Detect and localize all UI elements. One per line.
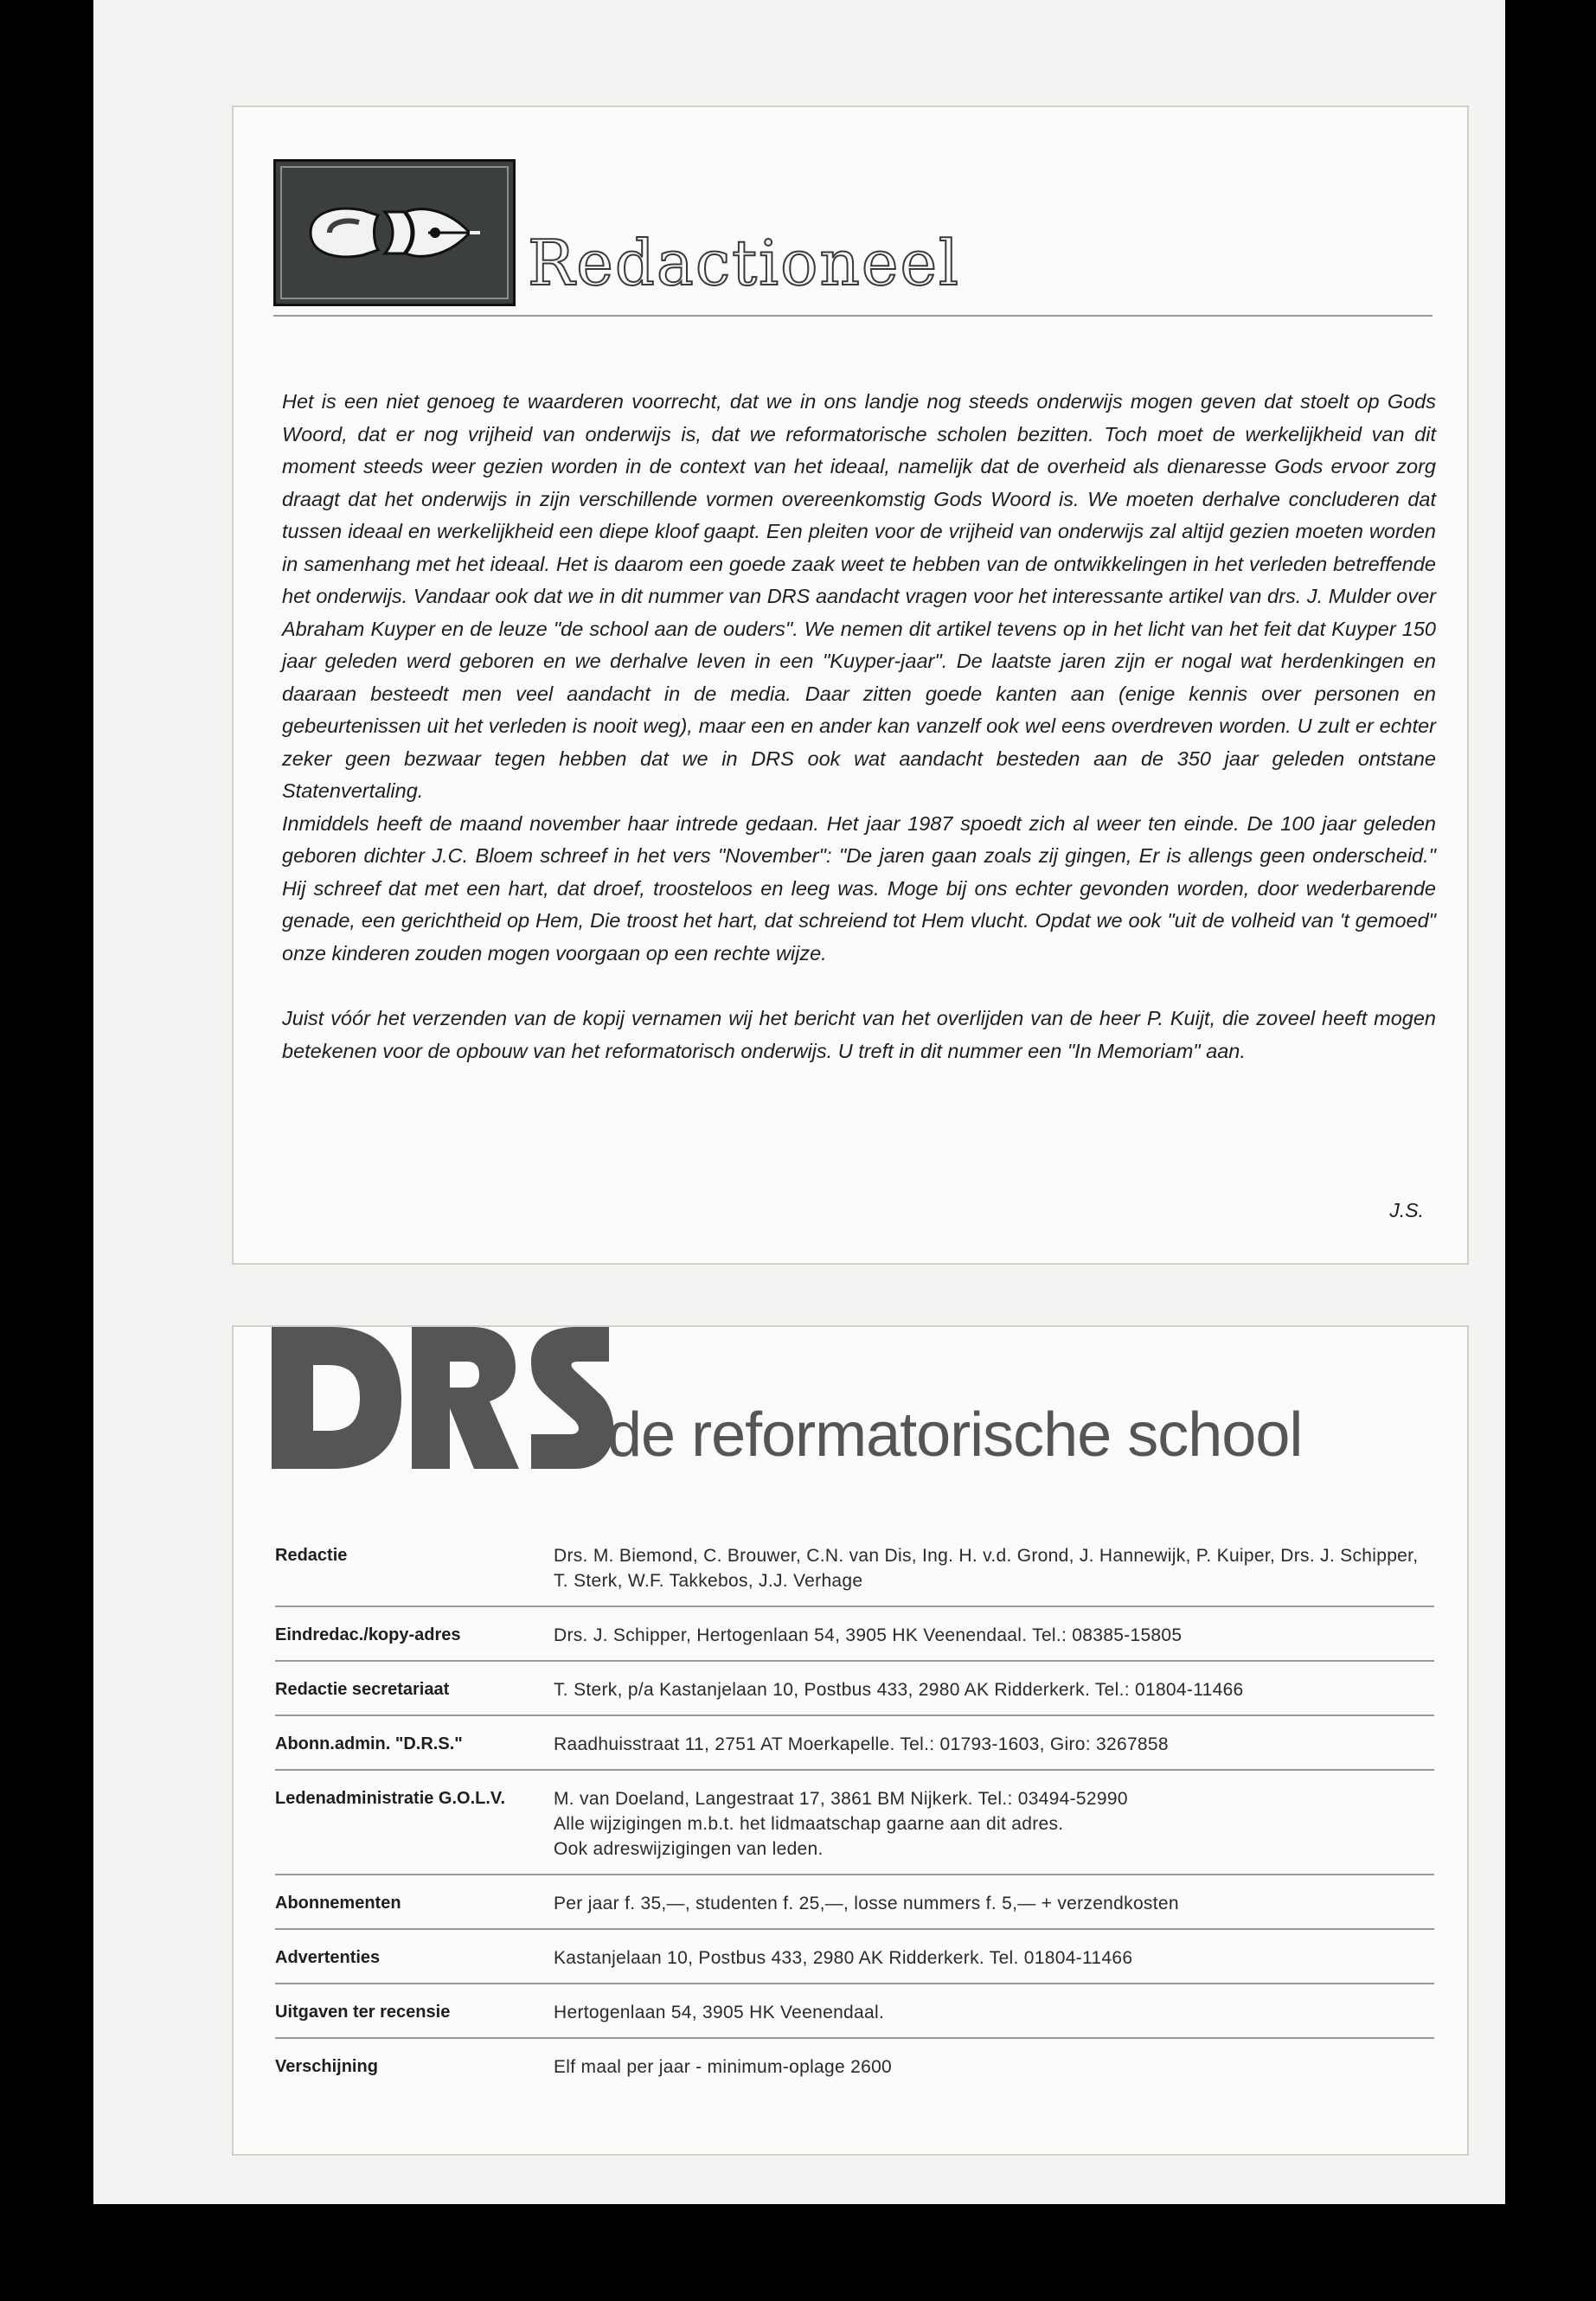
masthead-row	[275, 1606, 1434, 1661]
author-signature: J.S.	[1389, 1199, 1424, 1221]
pen-nib-logo-icon	[273, 159, 516, 306]
header-divider	[273, 315, 1433, 317]
masthead-row-value	[554, 1984, 1434, 2038]
editorial-text	[282, 386, 1436, 1067]
masthead-value-line: Per jaar f. 35,—, studenten f. 25,—, losse nummers f. 5,— + verzendkosten	[554, 1894, 1179, 1913]
masthead-row-value	[554, 1929, 1434, 1984]
masthead-value-line: Hertogenlaan 54, 3905 HK Veenendaal.	[554, 2003, 885, 2022]
masthead-row	[275, 1875, 1434, 1929]
masthead-table	[275, 1528, 1434, 2092]
masthead-row-value	[554, 1875, 1434, 1929]
masthead-row-label: Advertenties	[275, 1948, 381, 1967]
masthead-row-label: Verschijning	[275, 2057, 378, 2076]
masthead-value-line: M. van Doeland, Langestraat 17, 3861 BM Nijkerk. Tel.: 03494-52990	[554, 1789, 1128, 1809]
masthead-row-value	[554, 1770, 1434, 1875]
masthead-row-value	[554, 1715, 1434, 1770]
masthead-row-label: Abonn.admin. "D.R.S."	[275, 1734, 463, 1753]
masthead-row	[275, 1929, 1434, 1984]
drs-logo	[272, 1327, 618, 1474]
masthead-row-label: Redactie	[275, 1546, 348, 1565]
masthead-row	[275, 1661, 1434, 1715]
masthead-value-line: Raadhuisstraat 11, 2751 AT Moerkapelle. Tel.: 01793-1603, Giro: 3267858	[554, 1734, 1169, 1754]
masthead-row-value	[554, 1528, 1434, 1606]
masthead-row-label: Redactie secretariaat	[275, 1680, 450, 1699]
pen-nib-logo-graphic	[276, 162, 513, 304]
masthead-value-line: Kastanjelaan 10, Postbus 433, 2980 AK Ridderkerk. Tel. 01804-11466	[554, 1948, 1133, 1968]
masthead-row-label: Ledenadministratie G.O.L.V.	[275, 1789, 505, 1808]
masthead-row	[275, 1528, 1434, 1606]
masthead-row-value	[554, 1606, 1434, 1661]
editorial-paragraph-2: Inmiddels heeft de maand november haar intrede gedaan. Het jaar 1987 spoedt zich al weer ten einde. De 100 jaar geleden geboren dichter J.C. Bloem schreef in het vers "November": "De jaren gaan zoals zij gingen, Er is allengs geen onderscheid." Hij schreef dat met een hart, dat droef, troosteloos en leeg was. Moge bij ons echter gevonden worden, door wederbarende genade, een gerichtheid op Hem, Die troost het hart, dat schreiend tot Hem vlucht. Opdat we ook "uit de volheid van 't gemoed" onze kinderen zouden mogen voorgaan op een rechte wijze.	[282, 811, 1436, 965]
editorial-paragraph-3: Juist vóór het verzenden van de kopij vernamen wij het bericht van het overlijden van de heer P. Kuijt, die zoveel heeft mogen betekenen voor de opbouw van het reformatorisch onderwijs. U treft in dit nummer een "In Memoriam" aan.	[282, 1007, 1436, 1062]
masthead-row	[275, 1984, 1434, 2038]
masthead-row-label: Abonnementen	[275, 1894, 401, 1913]
masthead-subtitle: de reformatorische school	[607, 1400, 1303, 1470]
masthead-row	[275, 1770, 1434, 1875]
masthead-row-label: Eindredac./kopy-adres	[275, 1625, 461, 1644]
magazine-page	[93, 0, 1505, 2204]
masthead-row-value	[554, 1661, 1434, 1715]
editorial-paragraph-1: Het is een niet genoeg te waarderen voorrecht, dat we in ons landje nog steeds onderwijs mogen geven dat stoelt op Gods Woord, dat er nog vrijheid van onderwijs is, dat we reformatorische scholen bezitten. Toch moet de werkelijkheid van dit moment steeds weer gezien worden in de context van het ideaal, namelijk dat de overheid als dienaresse Gods ervoor zorg draagt dat het onderwijs in zijn verschillende vormen overeenkomstig Gods Woord is. We moeten derhalve concluderen dat tussen ideaal en werkelijkheid een diepe kloof gaapt. Een pleiten voor de vrijheid van onderwijs zal altijd gezien moeten worden in samenhang met het ideaal. Het is daarom een goede zaak weet te hebben van de ontwikkelingen in het verleden betreffende het onderwijs. Vandaar ook dat we in dit nummer van DRS aandacht vragen voor het interessante artikel van drs. J. Mulder over Abraham Kuyper en de leuze "de school aan de ouders". We nemen dit artikel tevens op in het licht van het feit dat Kuyper 150 jaar geleden werd geboren en we derhalve leven in een "Kuyper-jaar". De laatste jaren zijn er nogal wat herdenkingen en daaraan besteedt men veel aandacht in de media. Daar zitten goede kanten aan (enige kennis over personen en gebeurtenissen uit het verleden is nooit weg), maar een en ander kan vanzelf ook wel eens overdreven worden. U zult er echter zeker geen bezwaar tegen hebben dat we in DRS ook wat aandacht besteden aan de 350 jaar geleden ontstane Statenvertaling.	[282, 390, 1436, 802]
masthead-row	[275, 1715, 1434, 1770]
masthead-value-line: Ook adreswijzigingen van leden.	[554, 1839, 824, 1859]
masthead-value-line: T. Sterk, p/a Kastanjelaan 10, Postbus 433, 2980 AK Ridderkerk. Tel.: 01804-11466	[554, 1680, 1244, 1700]
masthead-value-line: Elf maal per jaar - minimum-oplage 2600	[554, 2057, 893, 2077]
masthead-row-value	[554, 2038, 1434, 2092]
masthead-value-line: Drs. J. Schipper, Hertogenlaan 54, 3905 HK Veenendaal. Tel.: 08385-15805	[554, 1625, 1183, 1645]
masthead-panel	[232, 1325, 1469, 2156]
masthead-row	[275, 2038, 1434, 2092]
masthead-row-label: Uitgaven ter recensie	[275, 2003, 451, 2022]
section-title: Redactioneel	[528, 227, 961, 299]
editorial-panel	[232, 106, 1469, 1265]
masthead-value-line: Drs. M. Biemond, C. Brouwer, C.N. van Dis, Ing. H. v.d. Grond, J. Hannewijk, P. Kuiper, Drs. J. Schipper, T. Sterk, W.F. Takkebos, J.J. Verhage	[554, 1546, 1419, 1591]
masthead-value-line: Alle wijzigingen m.b.t. het lidmaatschap gaarne aan dit adres.	[554, 1814, 1064, 1834]
